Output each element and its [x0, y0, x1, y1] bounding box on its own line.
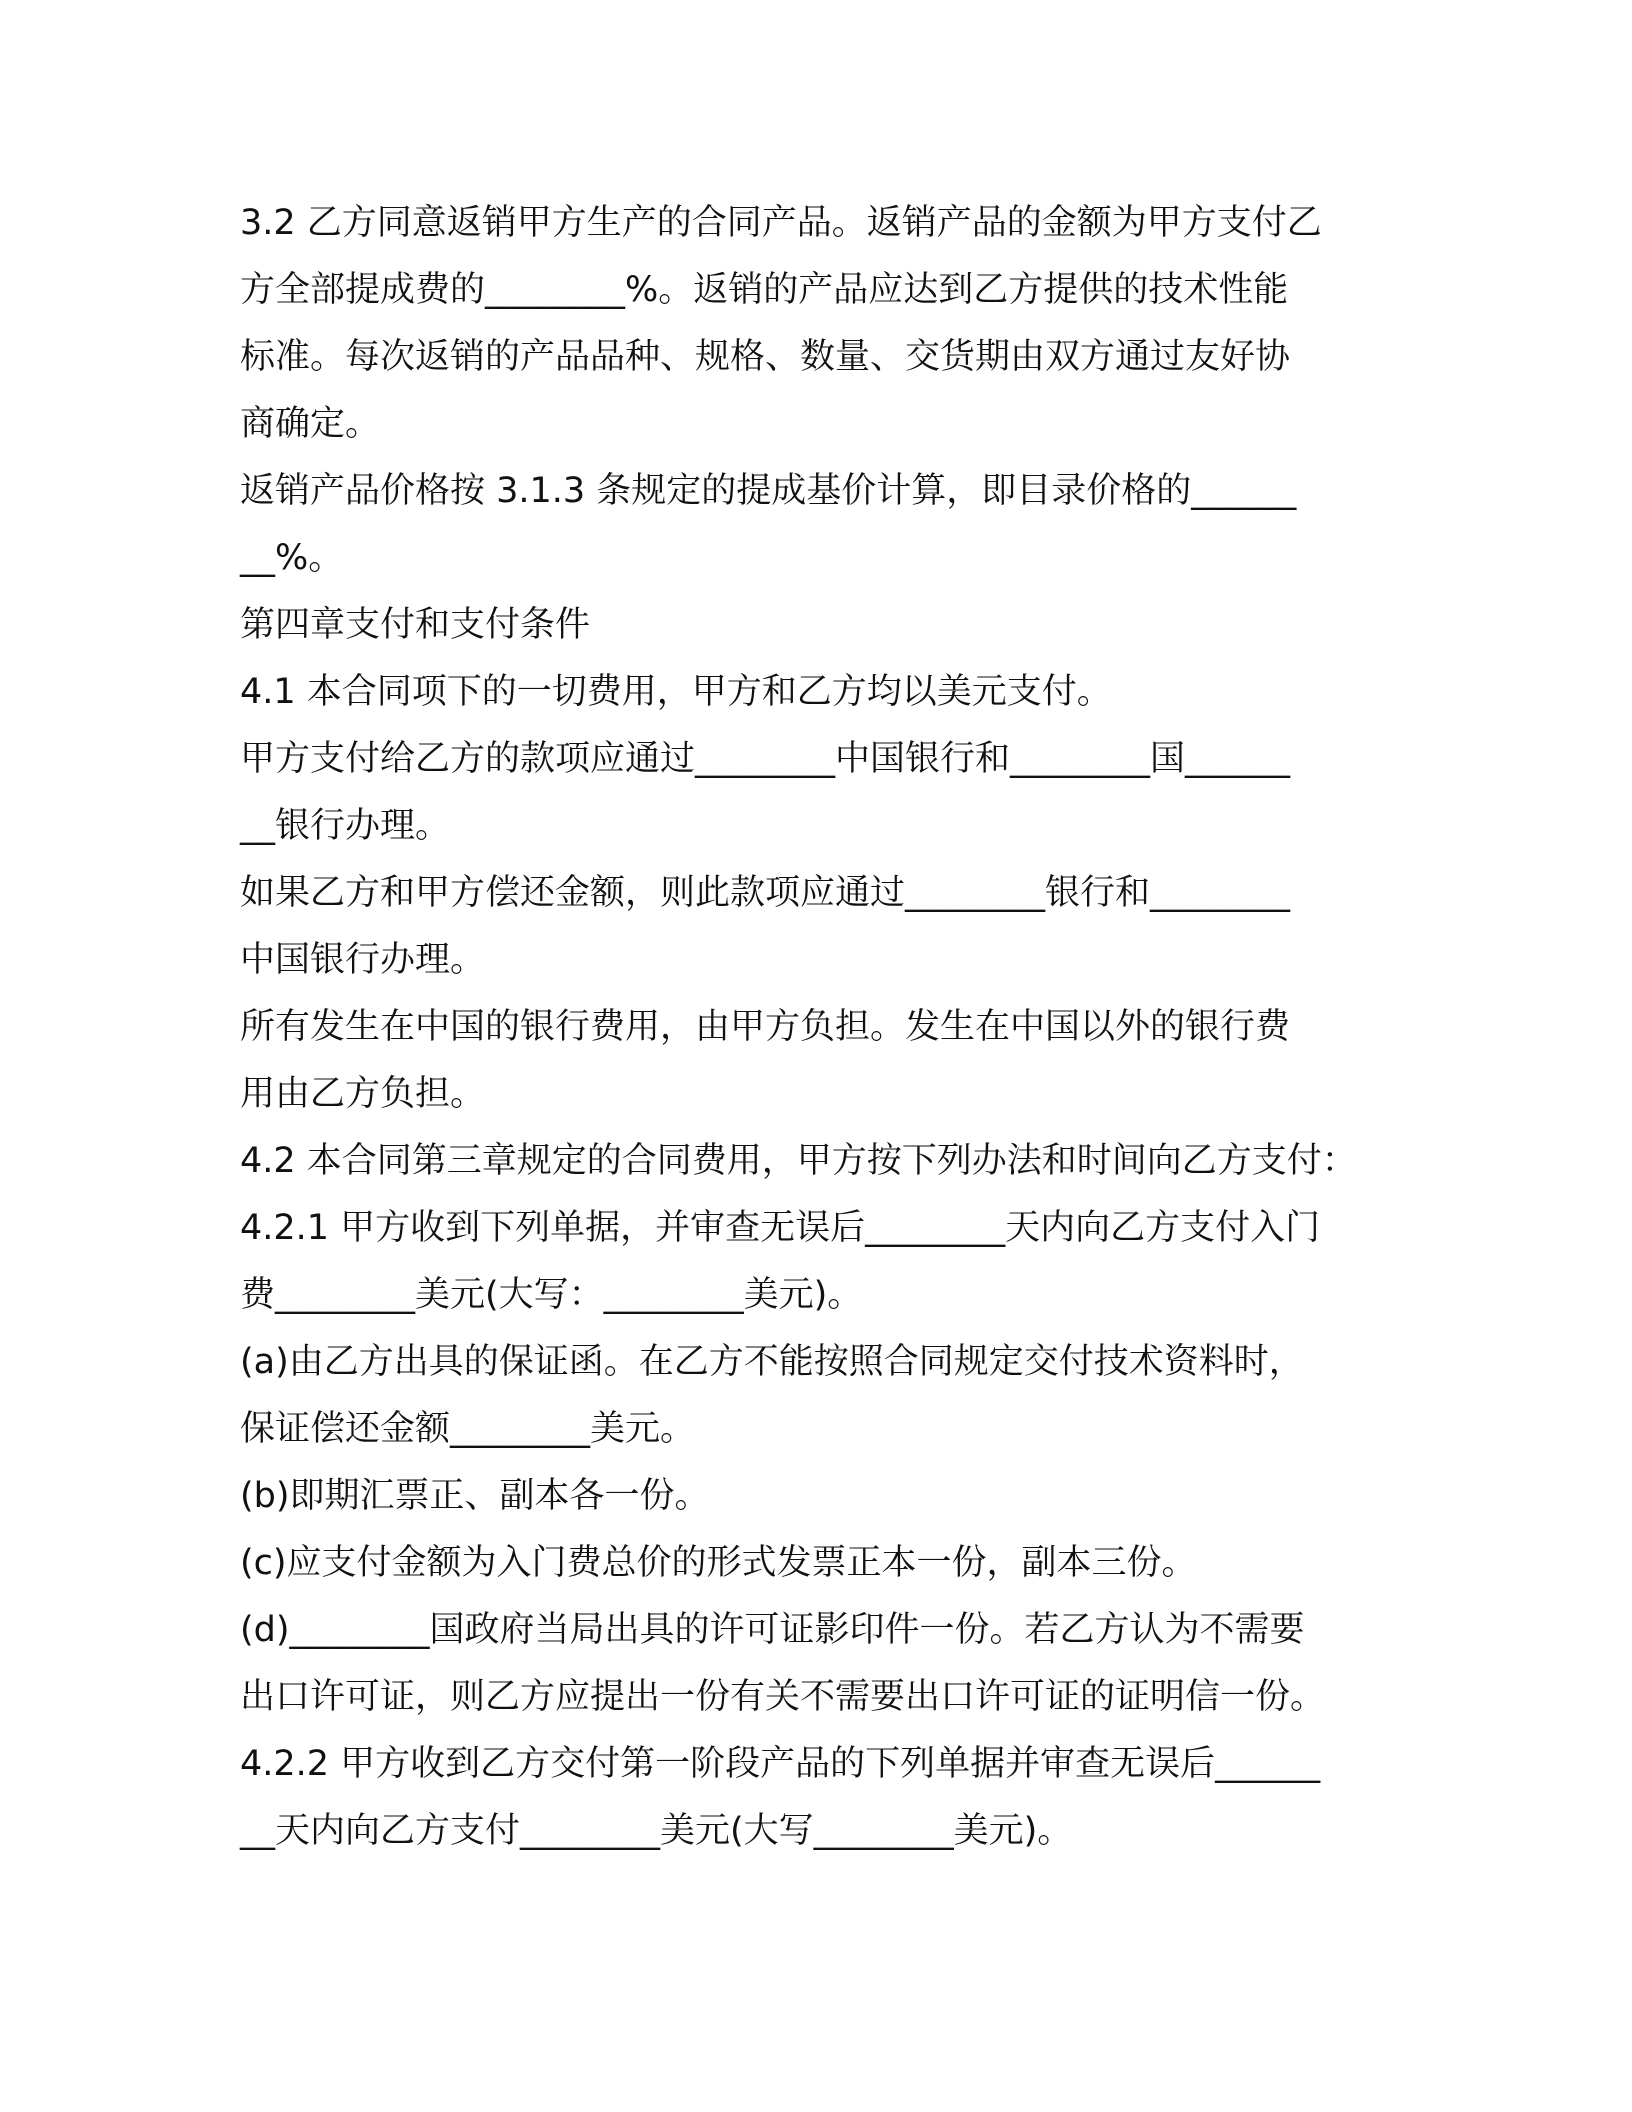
text-line: 中国银行办理。 — [240, 940, 486, 980]
text-line: 保证偿还金额________美元。 — [240, 1409, 696, 1449]
text-line: 用由乙方负担。 — [240, 1074, 486, 1114]
text-line: (a)由乙方出具的保证函。在乙方不能按照合同规定交付技术资料时， — [240, 1342, 1304, 1382]
text-line: 返销产品价格按 3.1.3 条规定的提成基价计算，即目录价格的______ — [240, 471, 1297, 511]
text-line: 4.2.1 甲方收到下列单据，并审查无误后________天内向乙方支付入门 — [240, 1208, 1321, 1248]
text-line: (b)即期汇票正、副本各一份。 — [240, 1476, 710, 1516]
text-line: (d)________国政府当局出具的许可证影印件一份。若乙方认为不需要 — [240, 1610, 1305, 1650]
text-line: 4.2 本合同第三章规定的合同费用，甲方按下列办法和时间向乙方支付： — [240, 1141, 1357, 1181]
text-line: 标准。每次返销的产品品种、规格、数量、交货期由双方通过友好协 — [240, 337, 1291, 377]
text-line: 3.2 乙方同意返销甲方生产的合同产品。返销产品的金额为甲方支付乙 — [240, 203, 1322, 243]
text-line: (c)应支付金额为入门费总价的形式发票正本一份，副本三份。 — [240, 1543, 1197, 1583]
text-line: 商确定。 — [240, 404, 381, 444]
text-line: __%。 — [240, 538, 344, 578]
text-line: 甲方支付给乙方的款项应通过________中国银行和________国______ — [240, 739, 1291, 779]
text-line: 费________美元(大写：________美元)。 — [240, 1275, 863, 1315]
text-line: 方全部提成费的________%。返销的产品应达到乙方提供的技术性能 — [240, 270, 1289, 310]
text-line: 如果乙方和甲方偿还金额，则此款项应通过________银行和________ — [240, 873, 1291, 913]
text-line: 4.1 本合同项下的一切费用，甲方和乙方均以美元支付。 — [240, 672, 1112, 712]
text-line: 出口许可证，则乙方应提出一份有关不需要出口许可证的证明信一份。 — [240, 1677, 1326, 1717]
chapter-heading: 第四章支付和支付条件 — [240, 605, 591, 645]
text-line: 4.2.2 甲方收到乙方交付第一阶段产品的下列单据并审查无误后______ — [240, 1744, 1321, 1784]
document-page — [240, 190, 1400, 1865]
text-line: __银行办理。 — [240, 806, 451, 846]
text-line: __天内向乙方支付________美元(大写________美元)。 — [240, 1811, 1073, 1851]
text-line: 所有发生在中国的银行费用，由甲方负担。发生在中国以外的银行费 — [240, 1007, 1291, 1047]
